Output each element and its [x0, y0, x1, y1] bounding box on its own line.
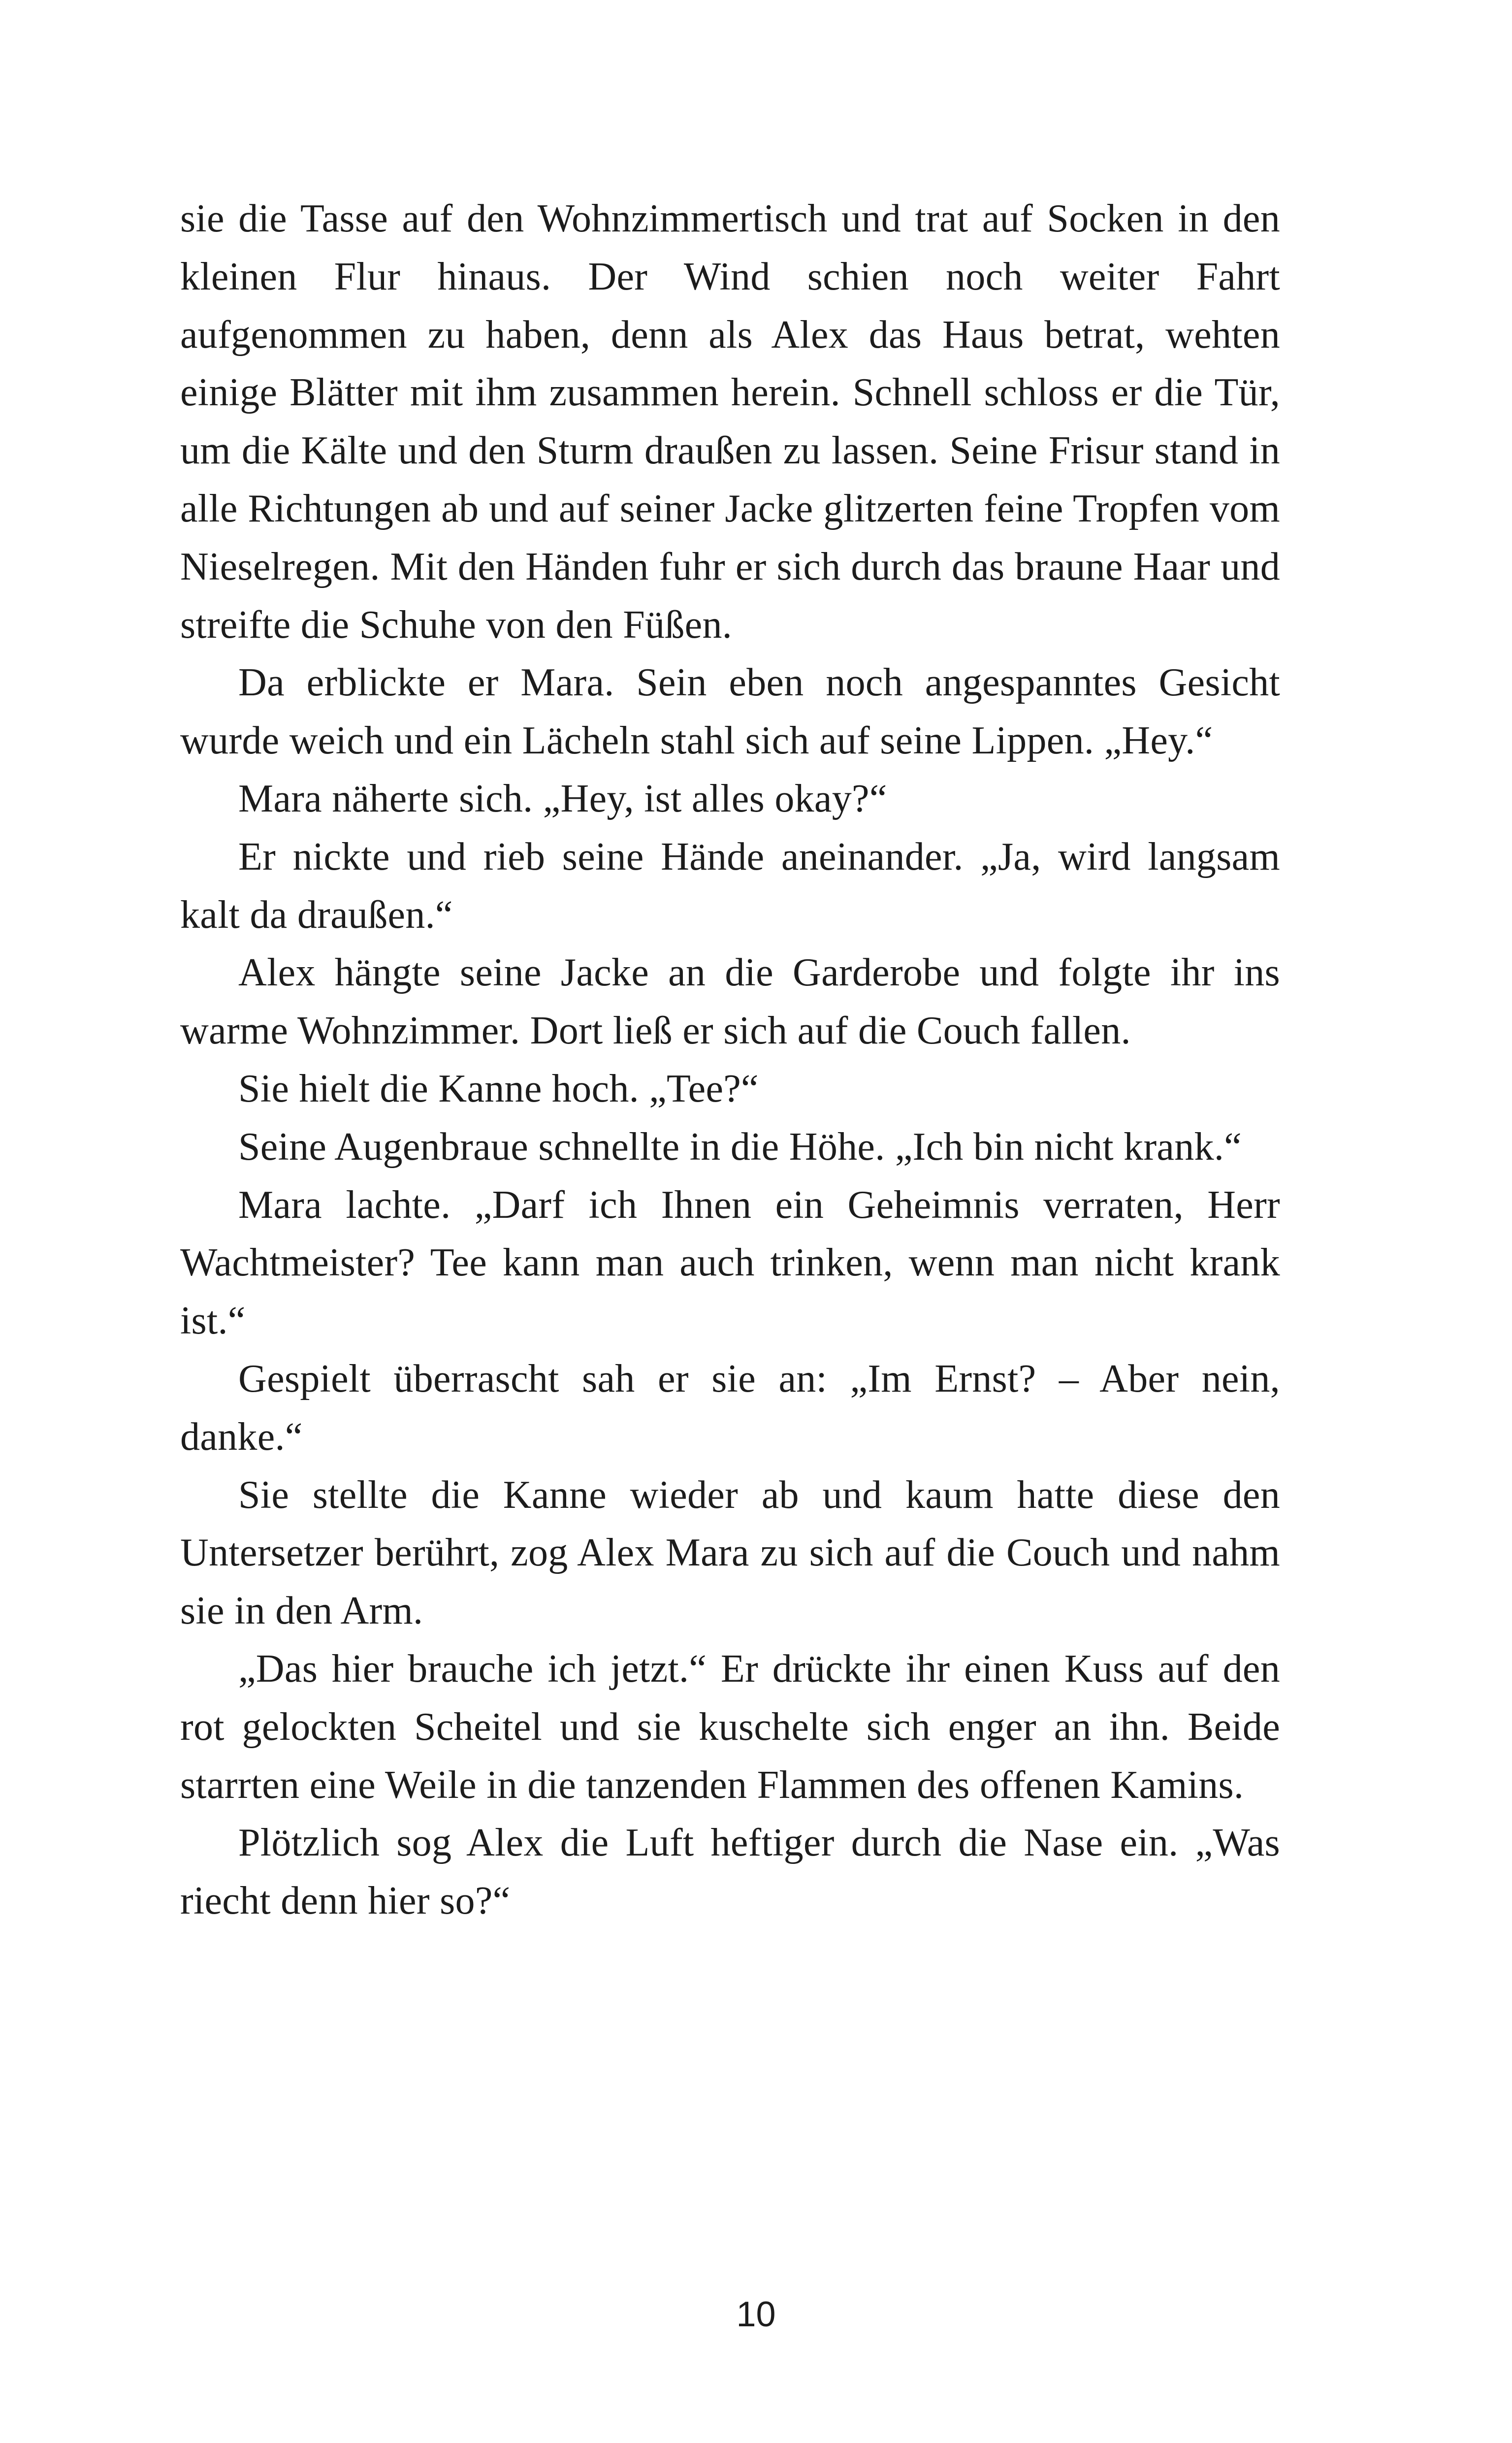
paragraph-12: Plötzlich sog Alex die Luft heftiger durch die Nase ein. „Was riecht denn hier so?“ [180, 1821, 1280, 1923]
paragraph-5: Alex hängte seine Jacke an die Garderobe und folgte ihr ins warme Wohnzimmer. Dort ließ er sich auf die Couch fallen. [180, 951, 1280, 1053]
paragraph-4: Er nickte und rieb seine Hände aneinander. „Ja, wird langsam kalt da draußen.“ [180, 835, 1280, 937]
paragraph-11: „Das hier brauche ich jetzt.“ Er drückte ihr einen Kuss auf den rot gelockten Scheitel und sie kuschelte sich enger an ihn. Beide starrten eine Weile in die tanzenden Flammen des offenen Kamins. [180, 1647, 1280, 1807]
paragraph-6: Sie hielt die Kanne hoch. „Tee?“ [238, 1067, 759, 1110]
body-text [180, 190, 1280, 1930]
paragraph-7: Seine Augenbraue schnellte in die Höhe. „Ich bin nicht krank.“ [238, 1125, 1242, 1169]
paragraph-10: Sie stellte die Kanne wieder ab und kaum hatte diese den Untersetzer berührt, zog Alex Mara zu sich auf die Couch und nahm sie in den Arm. [180, 1473, 1280, 1633]
paragraph-1: sie die Tasse auf den Wohnzimmertisch und trat auf Socken in den kleinen Flur hinaus. Der Wind schien noch weiter Fahrt aufgenommen zu haben, denn als Alex das Haus betrat, wehten einige Blätter mit ihm zusammen herein. Schnell schloss er die Tür, um die Kälte und den Sturm draußen zu lassen. Seine Frisur stand in alle Richtungen ab und auf seiner Jacke glitzerten feine Tropfen vom Nieselregen. Mit den Händen fuhr er sich durch das braune Haar und streifte die Schuhe von den Füßen. [180, 197, 1280, 647]
paragraph-3: Mara näherte sich. „Hey, ist alles okay?“ [238, 777, 887, 820]
paragraph-9: Gespielt überrascht sah er sie an: „Im Ernst? – Aber nein, danke.“ [180, 1357, 1280, 1459]
paragraph-8: Mara lachte. „Darf ich Ihnen ein Geheimnis verraten, Herr Wachtmeister? Tee kann man auch trinken, wenn man nicht krank ist.“ [180, 1183, 1280, 1343]
page-number: 10 [736, 2295, 776, 2334]
paragraph-2: Da erblickte er Mara. Sein eben noch angespanntes Gesicht wurde weich und ein Lächeln stahl sich auf seine Lippen. „Hey.“ [180, 661, 1280, 763]
